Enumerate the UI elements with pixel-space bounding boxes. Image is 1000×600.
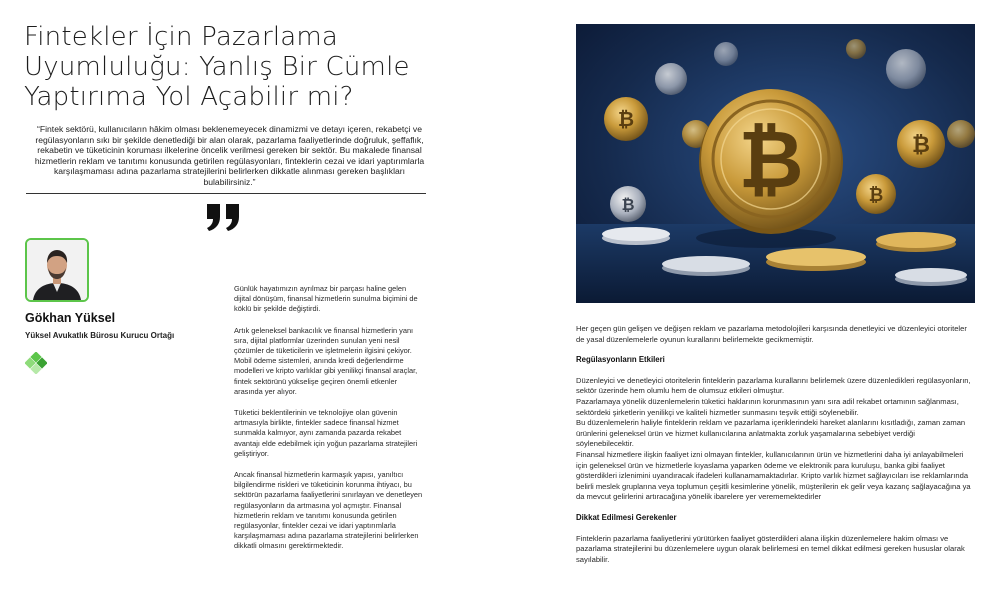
body-paragraph: Günlük hayatımızın ayrılmaz bir parçası haline gelen dijital dönüşüm, finansal hizmetlerin sunulma biçimini de köklü bir şekilde değiştirdi. (234, 284, 418, 314)
author-role: Yüksel Avukatlık Bürosu Kurucu Ortağı (25, 331, 175, 340)
body-paragraph: Finansal hizmetlere ilişkin faaliyet izni olmayan fintekler, kullanıcılarının ürün ve hizmetlerini daha iyi anlayabilmeleri için geleneksel ürün ve hizmetlerle kıyaslama yaparken ödeme ve elektronik para kuruluşu, banka gibi faaliyet gösterdikleri izlenimini uyandıracak ifadeleri kullanamamaktadırlar. Kripto varlık hizmet sağlayıcıları ise reklamlarında belirli meslek gruplarına veya toplumun çeşitli kesimlerine yönelik, müşterilerin ek gelir veya kazanç sağlayacağına ya da mevcut gelirlerini artıracağına yönelik ibarelere yer verememektedirler (576, 449, 971, 502)
article-title (24, 22, 464, 112)
right-page (500, 0, 1000, 600)
body-column-left (234, 284, 424, 563)
section-heading: Dikkat Edilmesi Gerekenler (576, 512, 677, 522)
svg-text:₿: ₿ (912, 133, 930, 158)
title-line: Fintekler İçin Pazarlama (24, 22, 339, 52)
author-name: Gökhan Yüksel (25, 311, 116, 325)
body-paragraph: Tüketici beklentilerinin ve teknolojiye olan güvenin artmasıyla birlikte, fintekler sadece finansal hizmet sunmakla kalmıyor, aynı zamanda pazarda rekabet avantajı elde edebilmek için yoğun pazarlama stratejileri geliştiriyor. (234, 408, 418, 458)
svg-text:₿: ₿ (868, 185, 884, 206)
pull-quote: “Fintek sektörü, kullanıcıların hâkim olması beklenemeyecek dinamizmi ve detayı içeren, rekabetçi ve regülasyonların sıkı bir şekilde denetlediği bir alan olarak, pazarlama faaliyetlerinde doğruluk, şeffaflık, rekabetin ve tüketicinin koruması ilkelerine öncelik verilmesi gereken bir sektör. Bu makalede finansal hizmetlerin reklam ve tanıtımı konusunda getirilen regülasyonları, finteklerin cezai ve idari yaptırımlarla karşılaşmaması adına pazarlama stratejilerini belirlerken dikkatle alınması gereken başlıkları bulabilirsiniz.” (34, 124, 425, 187)
body-paragraph: Düzenleyici ve denetleyici otoritelerin finteklerin pazarlama kurallarını belirlemek üzere düzenledikleri regülasyonların, sektör üzerinde hem olumlu hem de olumsuz etkileri olmuştur. (576, 375, 971, 396)
author-photo (27, 240, 87, 300)
intro-paragraph: Her geçen gün gelişen ve değişen reklam ve pazarlama metodolojileri karşısında denetleyici ve düzenleyici otoriteler de yasal düzenlemelerle oyunun kurallarını belirlemekte gecikmemiştir. (576, 324, 967, 344)
svg-text:₿: ₿ (738, 113, 804, 206)
svg-text:₿: ₿ (621, 195, 635, 214)
body-paragraph: Artık geleneksel bankacılık ve finansal hizmetlerin yanı sıra, dijital platformlar üzerinden sunulan yeni nesil çözümler de tüketicilerin ve işletmelerin ilgisini çekiyor. Mobil ödeme sistemleri, anında kredi değerlendirme modelleri ve kripto varlıklar gibi yenilikçi finansal araçlar, fintek sektörünü yükselişe geçiren önemli etkenler arasında yer alıyor. (234, 325, 418, 396)
quote-mark-icon (204, 200, 244, 232)
body-column-right (576, 324, 971, 565)
author-avatar (25, 238, 89, 302)
divider (26, 193, 426, 194)
body-paragraph: Ancak finansal hizmetlerin karmaşık yapısı, yanıltıcı bilgilendirme riskleri ve tüketicinin korunma ihtiyacı, bu sektörün pazarlama faaliyetlerini sınırlayan ve denetleyen regülasyonların da artmasına yol açmıştır. Finansal hizmetlerin reklam ve tanıtımı konusunda getirilen regülasyonlar, fintekler cezai ve idari yaptırımlarla karşılaşmaması adına pazarlama stratejilerini belirlerken dikkatli olmasını gerektirmektedir. (234, 470, 423, 551)
body-paragraph: Bu düzenlemelerin haliyle finteklerin reklam ve pazarlama içeriklerindeki hareket alanlarını kısıtladığı, zaman zaman ürünlerini geleneksel ürün ve hizmet kullanıcılarına anlatmakta zorluk yaşamalarına sebebiyet verdiği söylenebilecektir. (576, 418, 966, 449)
section-heading: Regülasyonların Etkileri (576, 355, 665, 365)
bitcoin-illustration (576, 24, 975, 303)
svg-text:₿: ₿ (617, 107, 635, 131)
title-line: Yaptırıma Yol Açabilir mi? (24, 82, 354, 112)
firm-logo-icon (25, 352, 47, 374)
bitcoin-hero-image (576, 24, 975, 303)
body-paragraph: Pazarlamaya yönelik düzenlemelerin tüketici haklarının korunmasının yanı sıra adil rekabet ortamının sağlanması, sektördeki şirketlerin yenilikçi ve kaliteli hizmetler sunmasını teşvik ettiği söylenebilir. (576, 396, 959, 417)
body-paragraph: Finteklerin pazarlama faaliyetlerini yürütürken faaliyet gösterdikleri alana ilişkin düzenlemelere hakim olması ve pazarlama stratejilerini bu düzenlemelere uygun olarak belirlemesi en temel dikkat edilmesi gereken hususlar olarak sayılabilir. (576, 533, 965, 564)
title-line: Uyumluluğu: Yanlış Bir Cümle (24, 52, 410, 82)
